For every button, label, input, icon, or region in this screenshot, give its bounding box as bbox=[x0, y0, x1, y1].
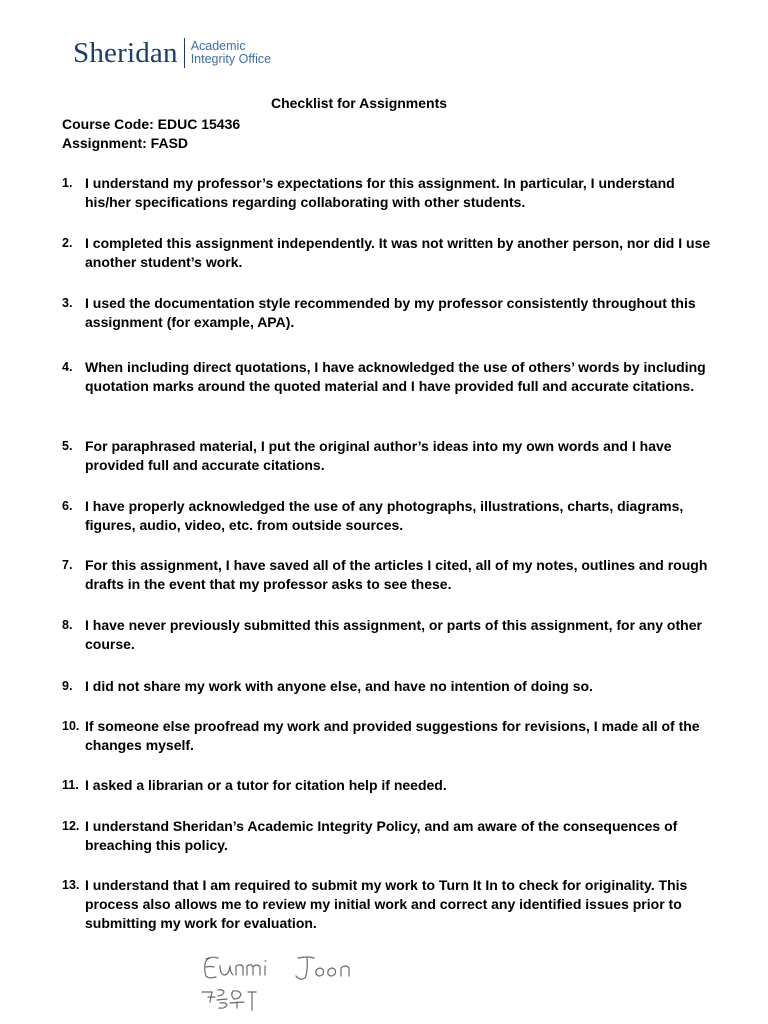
item-text: When including direct quotations, I have acknowledged the use of others’ words by including quotation marks around the quoted material and I have provided full and accurate citations. bbox=[85, 359, 706, 394]
item-text: I have never previously submitted this assignment, or parts of this assignment, for any other course. bbox=[85, 617, 702, 652]
handwritten-signature bbox=[196, 950, 386, 1016]
page-title: Checklist for Assignments bbox=[270, 95, 448, 111]
item-text: I did not share my work with anyone else, and have no intention of doing so. bbox=[85, 678, 593, 694]
item-text: I asked a librarian or a tutor for citation help if needed. bbox=[85, 777, 447, 793]
item-text: For paraphrased material, I put the original author’s ideas into my own words and I have provided full and accurate citations. bbox=[85, 438, 672, 473]
checklist-item bbox=[62, 234, 722, 272]
item-number: 13. bbox=[62, 878, 80, 892]
item-number: 8. bbox=[62, 618, 73, 632]
checklist-item bbox=[62, 677, 722, 696]
item-number: 10. bbox=[62, 719, 80, 733]
logo-wordmark: Sheridan bbox=[73, 37, 178, 69]
item-number: 9. bbox=[62, 679, 73, 693]
item-number: 7. bbox=[62, 558, 73, 572]
item-number: 3. bbox=[62, 296, 73, 310]
course-code: Course Code: EDUC 15436 bbox=[62, 116, 241, 132]
item-text: I understand that I am required to submit my work to Turn It In to check for originality. This process also allows me to review my initial work and correct any identified issues prior to submitting my work for evaluation. bbox=[85, 877, 688, 931]
logo-sub-line1: Academic bbox=[190, 38, 246, 53]
checklist-item bbox=[62, 294, 722, 332]
item-number: 11. bbox=[62, 778, 79, 792]
checklist-item bbox=[62, 876, 722, 933]
checklist-item bbox=[62, 174, 722, 212]
item-number: 12. bbox=[62, 819, 80, 833]
sheridan-logo bbox=[73, 36, 271, 70]
checklist-item bbox=[62, 776, 722, 795]
logo-sub-line2: Integrity Office bbox=[190, 52, 272, 66]
item-text: I have properly acknowledged the use of any photographs, illustrations, charts, diagrams, figures, audio, video, etc. from outside sources. bbox=[85, 498, 684, 533]
item-text: If someone else proofread my work and provided suggestions for revisions, I made all of the changes myself. bbox=[85, 718, 700, 753]
item-number: 6. bbox=[62, 499, 73, 513]
checklist-item bbox=[62, 358, 722, 396]
checklist-item bbox=[62, 717, 722, 755]
assignment-name: Assignment: FASD bbox=[62, 135, 189, 151]
item-text: For this assignment, I have saved all of the articles I cited, all of my notes, outlines and rough drafts in the event that my professor asks to see these. bbox=[85, 557, 708, 592]
checklist-item bbox=[62, 817, 722, 855]
logo-divider bbox=[184, 38, 185, 68]
checklist-item bbox=[62, 497, 722, 535]
checklist-item bbox=[62, 556, 722, 594]
item-number: 4. bbox=[62, 360, 73, 374]
logo-subtitle bbox=[191, 40, 271, 67]
checklist-item bbox=[62, 437, 722, 475]
item-text: I completed this assignment independently. It was not written by another person, nor did I use another student’s work. bbox=[85, 235, 711, 270]
item-text: I used the documentation style recommended by my professor consistently throughout this assignment (for example, APA). bbox=[85, 295, 696, 330]
item-number: 5. bbox=[62, 439, 73, 453]
item-number: 1. bbox=[62, 176, 73, 190]
checklist-item bbox=[62, 616, 722, 654]
item-number: 2. bbox=[62, 236, 73, 250]
item-text: I understand Sheridan’s Academic Integrity Policy, and am aware of the consequences of breaching this policy. bbox=[85, 818, 678, 853]
item-text: I understand my professor’s expectations for this assignment. In particular, I understand his/her specifications regarding collaborating with other students. bbox=[85, 175, 675, 210]
